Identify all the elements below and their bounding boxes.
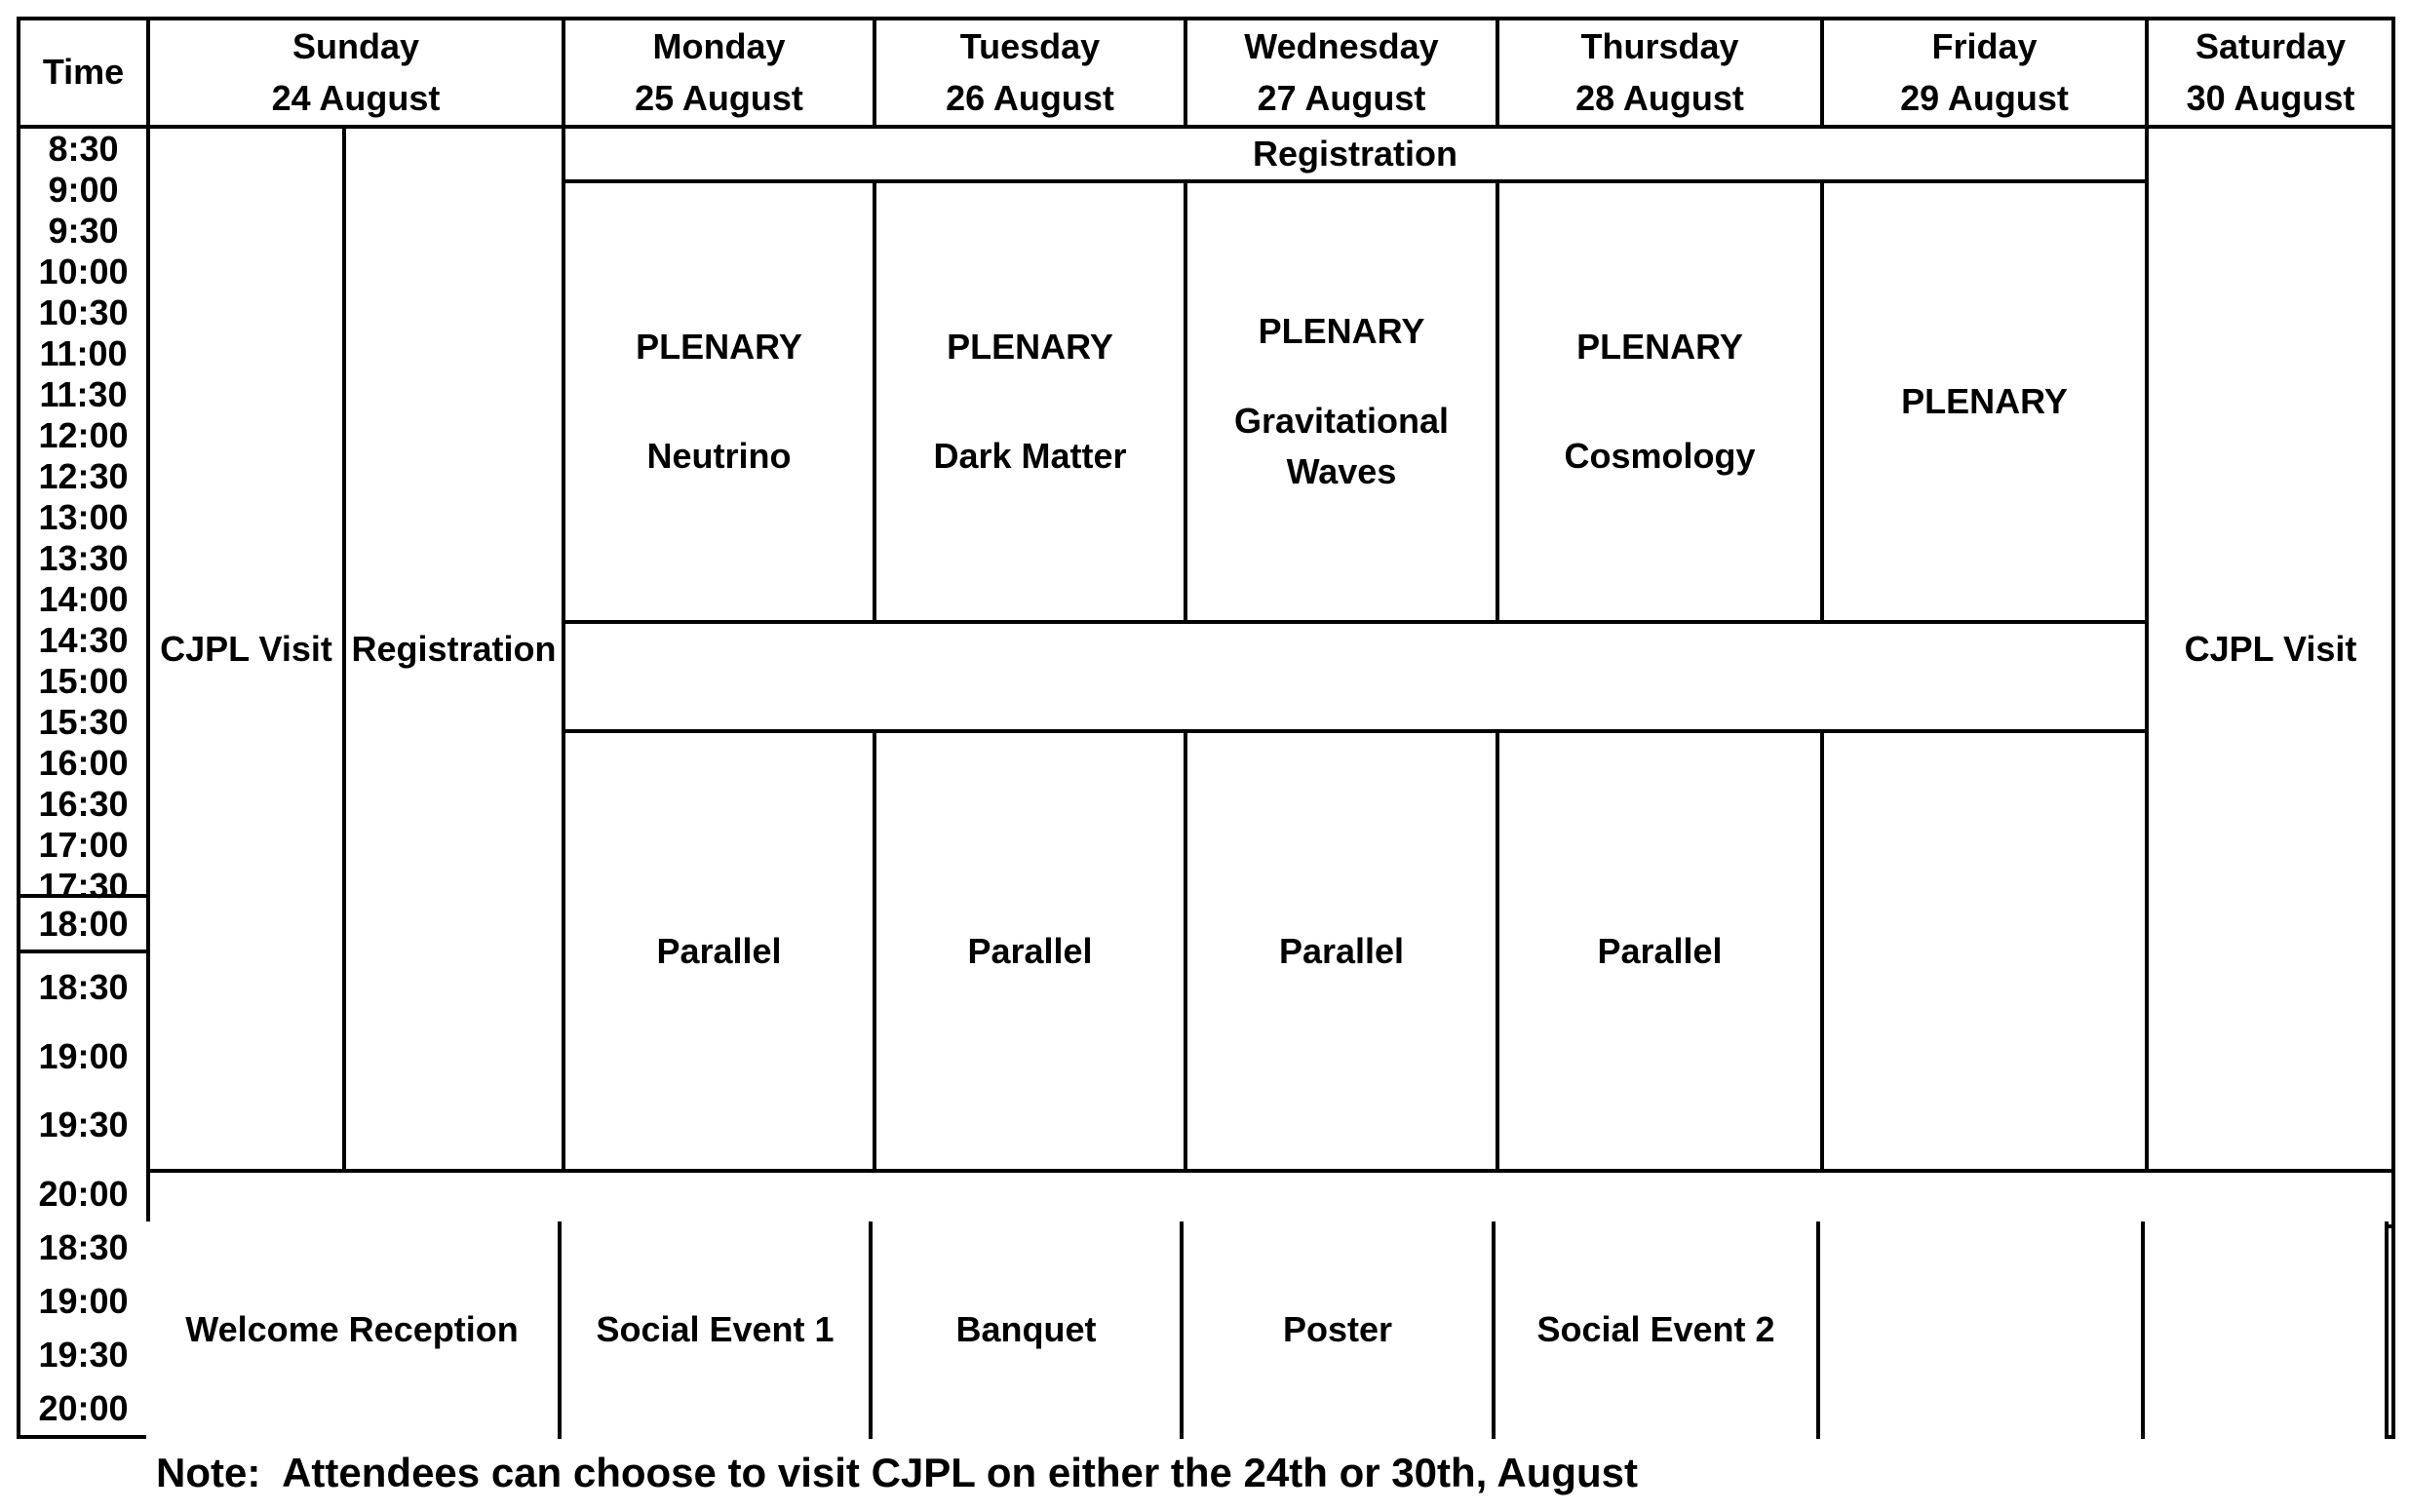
day-name: Wednesday (1244, 26, 1439, 67)
time-label: 17:00 (38, 825, 129, 865)
time-column (20, 129, 150, 1228)
time-label: 16:30 (38, 784, 129, 824)
event-label: Social Event 2 (1536, 1309, 1775, 1350)
sunday-registration (346, 129, 565, 1173)
evening-time-labels (20, 1221, 146, 1435)
header-thursday (1499, 20, 1824, 129)
plenary-monday (565, 183, 876, 623)
event-label: Parallel (1597, 930, 1723, 971)
header-sunday (150, 20, 565, 129)
plenary-title: PLENARY (1901, 380, 2068, 421)
event-label: Parallel (656, 930, 782, 971)
day-date: 27 August (1257, 77, 1426, 118)
time-label: 9:30 (48, 211, 119, 251)
time-label: 19:00 (38, 1035, 129, 1076)
time-label: 20:00 (38, 1387, 129, 1428)
day-name: Saturday (2195, 26, 2347, 67)
header-monday (565, 20, 876, 129)
time-label: 12:00 (38, 415, 129, 455)
day-name: Monday (652, 26, 786, 67)
time-label: 18:00 (38, 903, 129, 944)
plenary-topic: Dark Matter (933, 435, 1127, 476)
parallel-tuesday (876, 733, 1187, 1173)
time-label: 11:30 (39, 374, 128, 414)
time-label: 9:00 (48, 170, 119, 210)
plenary-thursday (1499, 183, 1824, 623)
time-label: 17:30 (38, 866, 129, 906)
plenary-topic: Cosmology (1564, 435, 1756, 476)
day-name: Thursday (1580, 26, 1739, 67)
event-label: Registration (351, 628, 557, 669)
time-block-daytime (20, 129, 146, 906)
day-date: 26 August (946, 77, 1114, 118)
saturday-cjpl-visit (2149, 129, 2392, 1173)
time-label: 13:30 (38, 538, 129, 578)
day-name: Sunday (291, 26, 420, 67)
plenary-wednesday (1187, 183, 1499, 623)
time-label: 14:30 (38, 620, 129, 660)
time-label: 19:30 (38, 1105, 129, 1145)
time-label: 20:00 (38, 1173, 129, 1214)
header-friday (1824, 20, 2149, 129)
time-header (20, 20, 150, 129)
plenary-title: PLENARY (947, 326, 1113, 367)
plenary-title: PLENARY (1258, 310, 1425, 351)
event-label: Social Event 1 (596, 1309, 835, 1350)
time-label: 19:00 (38, 1281, 129, 1322)
weekday-registration (565, 129, 2149, 183)
dinner-break (150, 1173, 2392, 1227)
time-label: 10:30 (38, 292, 129, 332)
day-date: 30 August (2186, 77, 2355, 118)
day-date: 24 August (271, 77, 441, 118)
event-label: CJPL Visit (2184, 628, 2357, 669)
time-label: 15:00 (38, 661, 129, 701)
plenary-title: PLENARY (1576, 326, 1743, 367)
time-label: 8:30 (48, 129, 119, 169)
header-wednesday (1187, 20, 1499, 129)
time-header-label: Time (42, 52, 125, 93)
day-date: 25 August (635, 77, 803, 118)
plenary-topic: Gravitational Waves (1233, 400, 1450, 492)
time-label: 11:00 (39, 333, 128, 373)
day-date: 28 August (1575, 77, 1744, 118)
time-label: 15:30 (38, 702, 129, 742)
event-label: Registration (1252, 134, 1458, 174)
parallel-thursday (1499, 733, 1824, 1173)
time-label: 14:00 (38, 579, 129, 619)
day-name: Friday (1931, 26, 2038, 67)
time-label: 10:00 (38, 252, 129, 291)
day-name: Tuesday (959, 26, 1101, 67)
sunday-cjpl-visit (150, 129, 346, 1173)
header-saturday (2149, 20, 2392, 129)
time-label: 18:30 (38, 967, 129, 1008)
time-block-break (20, 898, 146, 952)
event-label: Parallel (1278, 930, 1405, 971)
event-label: Banquet (955, 1309, 1097, 1350)
parallel-friday (1824, 733, 2149, 1173)
time-label: 16:00 (38, 743, 129, 783)
event-label: Poster (1282, 1309, 1393, 1350)
plenary-title: PLENARY (636, 326, 802, 367)
time-label: 12:30 (38, 456, 129, 496)
schedule-table (17, 17, 2395, 1439)
plenary-topic: Neutrino (646, 435, 792, 476)
parallel-monday (565, 733, 876, 1173)
event-label: Welcome Reception (185, 1309, 519, 1350)
time-label: 19:30 (38, 1334, 129, 1375)
event-label: Parallel (967, 930, 1093, 971)
event-label: CJPL Visit (160, 628, 332, 669)
plenary-tuesday (876, 183, 1187, 623)
time-block-evening (20, 953, 146, 1228)
day-date: 29 August (1900, 77, 2069, 118)
plenary-friday (1824, 183, 2149, 623)
lunch-break (565, 624, 2149, 734)
footnote: Note: Attendees can choose to visit CJPL on either the 24th or 30th, August (156, 1450, 1639, 1495)
parallel-wednesday (1187, 733, 1499, 1173)
header-tuesday (876, 20, 1187, 129)
time-label: 18:30 (38, 1227, 129, 1268)
time-label: 13:00 (38, 497, 129, 537)
